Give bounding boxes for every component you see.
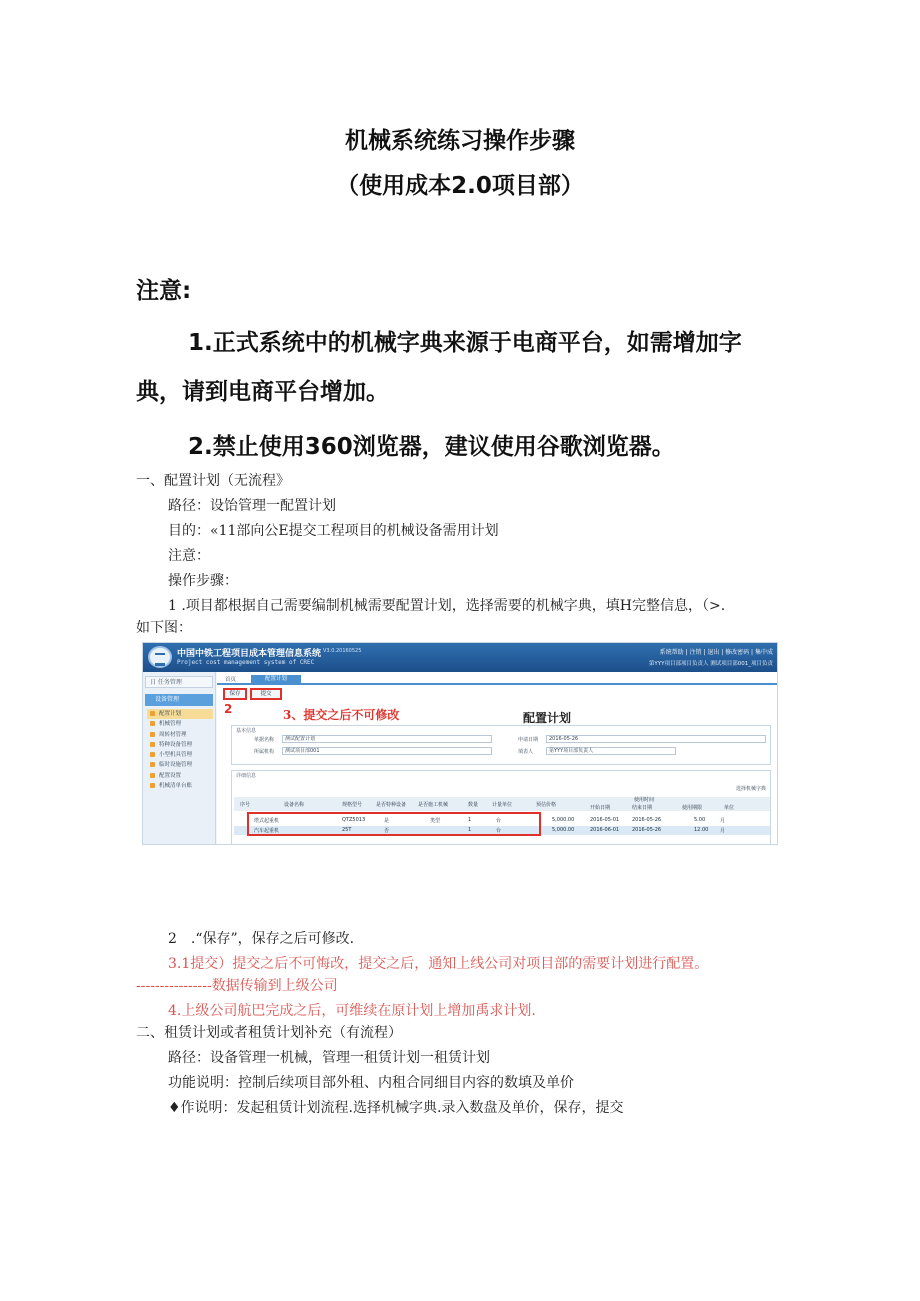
highlight-box [247, 812, 541, 836]
step-data-transfer: ----------------数据传输到上级公司 [136, 978, 338, 994]
th-period: 使用期限 [682, 805, 703, 811]
section-2-operation: ♦作说明：发起租赁计划流程.选择机械字典.录入数盘及单价，保存，提交 [168, 1100, 624, 1116]
th-spec: 规格型号 [342, 802, 363, 808]
cell-qty: 1 [468, 817, 472, 823]
system-header [143, 643, 778, 672]
annotation-3: 3、提交之后不可修改 [283, 708, 400, 722]
save-button[interactable]: 保存 [223, 688, 247, 700]
form-title: 配置计划 [523, 711, 572, 725]
cell-end: 2016-05-26 [632, 817, 662, 823]
sidebar-item-ledger[interactable]: 机械清单台账 [147, 781, 213, 791]
step-3-1: 3.1提交）提交之后不可悔改，提交之后，通知上线公司对项目部的需要计划进行配置。 [168, 956, 709, 972]
cell-special: 否 [384, 828, 390, 834]
tab-home[interactable]: 首页 [225, 677, 237, 683]
notice-heading: 注意: [136, 278, 192, 304]
crec-logo-icon [148, 646, 172, 668]
th-qty: 数量 [468, 802, 479, 808]
step-4: 4.上级公司航巴完成之后，可维续在原计划上增加禹求计划. [168, 1003, 536, 1019]
sidebar-equipment-management[interactable]: 设备管理 [145, 694, 213, 706]
cell-spec: QTZ5013 [342, 817, 366, 823]
cell-spec: 25T [342, 827, 352, 833]
doc-subtitle: （使用成本2.0项目部） [336, 173, 584, 199]
main-area [217, 672, 778, 845]
cell-period: 12.00 [694, 827, 709, 833]
system-title: 中国中铁工程项目成本管理信息系统 [177, 649, 322, 659]
system-version: V3.0.20160525 [323, 648, 362, 654]
header-links[interactable]: 系统帮助 | 注销 | 退出 | 修改密码 | 集中成 [659, 649, 773, 656]
step-2: 2 .“保存”，保存之后可修改. [168, 931, 355, 947]
date-field[interactable]: 2016-05-26 [546, 735, 766, 743]
th-construction: 是否施工机械 [418, 802, 449, 808]
sidebar-item-machinery[interactable]: 机械管理 [147, 719, 213, 729]
cell-unit: 台 [496, 818, 502, 824]
th-period-unit: 单位 [724, 805, 735, 811]
detail-title: 详细信息 [236, 773, 257, 779]
sidebar-item-config-plan[interactable]: 配置计划 [147, 709, 213, 719]
sidebar-item-small-tools[interactable]: 小型机具管理 [147, 750, 213, 760]
sidebar-list [147, 709, 213, 791]
th-index: 序号 [240, 802, 251, 808]
cell-special: 是 [384, 818, 390, 824]
th-start: 开始日期 [590, 805, 611, 811]
cell-price: 5,000.00 [552, 817, 575, 823]
select-dictionary-button[interactable]: 选择机械字典 [735, 786, 766, 792]
th-group-usage: 使用时间 [634, 797, 655, 803]
basic-info-title: 基本信息 [236, 728, 257, 734]
cell-qty: 1 [468, 827, 472, 833]
th-name: 设备名称 [284, 802, 305, 808]
cell-type: 类型 [430, 818, 441, 824]
section-2-function: 功能说明：控制后续项目部外租、内租合同细目内容的数填及单价 [168, 1075, 574, 1091]
system-subtitle: Project cost management system of CREC [177, 659, 315, 666]
header-user: 第YYY项目部项目负责人 测试项目部001_项目负责 [648, 661, 773, 667]
th-end: 结束日期 [632, 805, 653, 811]
org-field[interactable]: 测试项目部001 [282, 747, 492, 755]
notice-2: 2.禁止使用360浏览器，建议使用谷歌浏览器。 [188, 434, 675, 460]
tab-config-plan[interactable]: 配置计划 [251, 675, 301, 684]
tab-bar [217, 675, 778, 685]
section-1-note: 注意： [168, 548, 210, 564]
cell-unit: 台 [496, 828, 502, 834]
cell-period-unit: 月 [720, 818, 726, 824]
sidebar-item-temp-facilities[interactable]: 临时设施管理 [147, 760, 213, 770]
name-field[interactable]: 测试配置计划 [282, 735, 492, 743]
name-label: 单据名称 [254, 737, 275, 743]
th-special: 是否特种设备 [376, 802, 407, 808]
th-unit: 计量单位 [492, 802, 513, 808]
sidebar-item-turnover[interactable]: 周转材管理 [147, 730, 213, 740]
cell-end: 2016-05-26 [632, 827, 662, 833]
cell-price: 5,000.00 [552, 827, 575, 833]
sidebar [143, 672, 216, 845]
steps-label: 操作步骤： [168, 573, 238, 589]
section-1-heading: 一、配置计划（无流程》 [136, 473, 290, 489]
submit-button[interactable]: 提交 [250, 688, 282, 700]
embedded-screenshot [142, 642, 778, 845]
cell-period: 5.00 [694, 817, 706, 823]
step-1-line2: 如下图： [136, 620, 192, 636]
annotation-2: 2 [224, 702, 233, 716]
section-2-heading: 二、租赁计划或者租赁计划补充（有流程） [136, 1025, 402, 1041]
basic-info-panel [231, 725, 771, 765]
doc-title: 机械系统练习操作步骤 [345, 128, 575, 154]
sidebar-item-special[interactable]: 特种设备管理 [147, 740, 213, 750]
step-1-line1: 1 .项目都根据自己需要编制机械需要配置计划，选择需要的机械字典，填H完整信息，（>. [168, 598, 726, 614]
cell-period-unit: 月 [720, 828, 726, 834]
cell-start: 2016-05-01 [590, 817, 620, 823]
section-2-path: 路径：设备管理一机械，管理一租赁计划一租赁计划 [168, 1050, 490, 1066]
cell-name: 汽车起重机 [254, 828, 280, 834]
table-header [234, 797, 770, 811]
notice-1-line1: 1.正式系统中的机械字典来源于电商平台，如需增加字 [188, 330, 742, 356]
cell-start: 2016-06-01 [590, 827, 620, 833]
notice-1-line2: 典，请到电商平台增加。 [136, 379, 389, 405]
sidebar-item-config-settings[interactable]: 配置设置 [147, 771, 213, 781]
applicant-label: 填表人 [518, 749, 534, 755]
date-label: 申请日期 [518, 737, 539, 743]
th-price: 预估价格 [536, 802, 557, 808]
section-1-goal: 目的：«11部向公E提交工程项目的机械设备需用计划 [168, 523, 499, 539]
sidebar-task-management[interactable]: 日 任务管理 [145, 676, 213, 688]
cell-name: 塔式起重机 [254, 818, 280, 824]
org-label: 所属机构 [254, 749, 275, 755]
section-1-path: 路径：设饴管理一配置计划 [168, 498, 336, 514]
applicant-field[interactable]: 第YYY项目部负责人 [546, 747, 676, 755]
